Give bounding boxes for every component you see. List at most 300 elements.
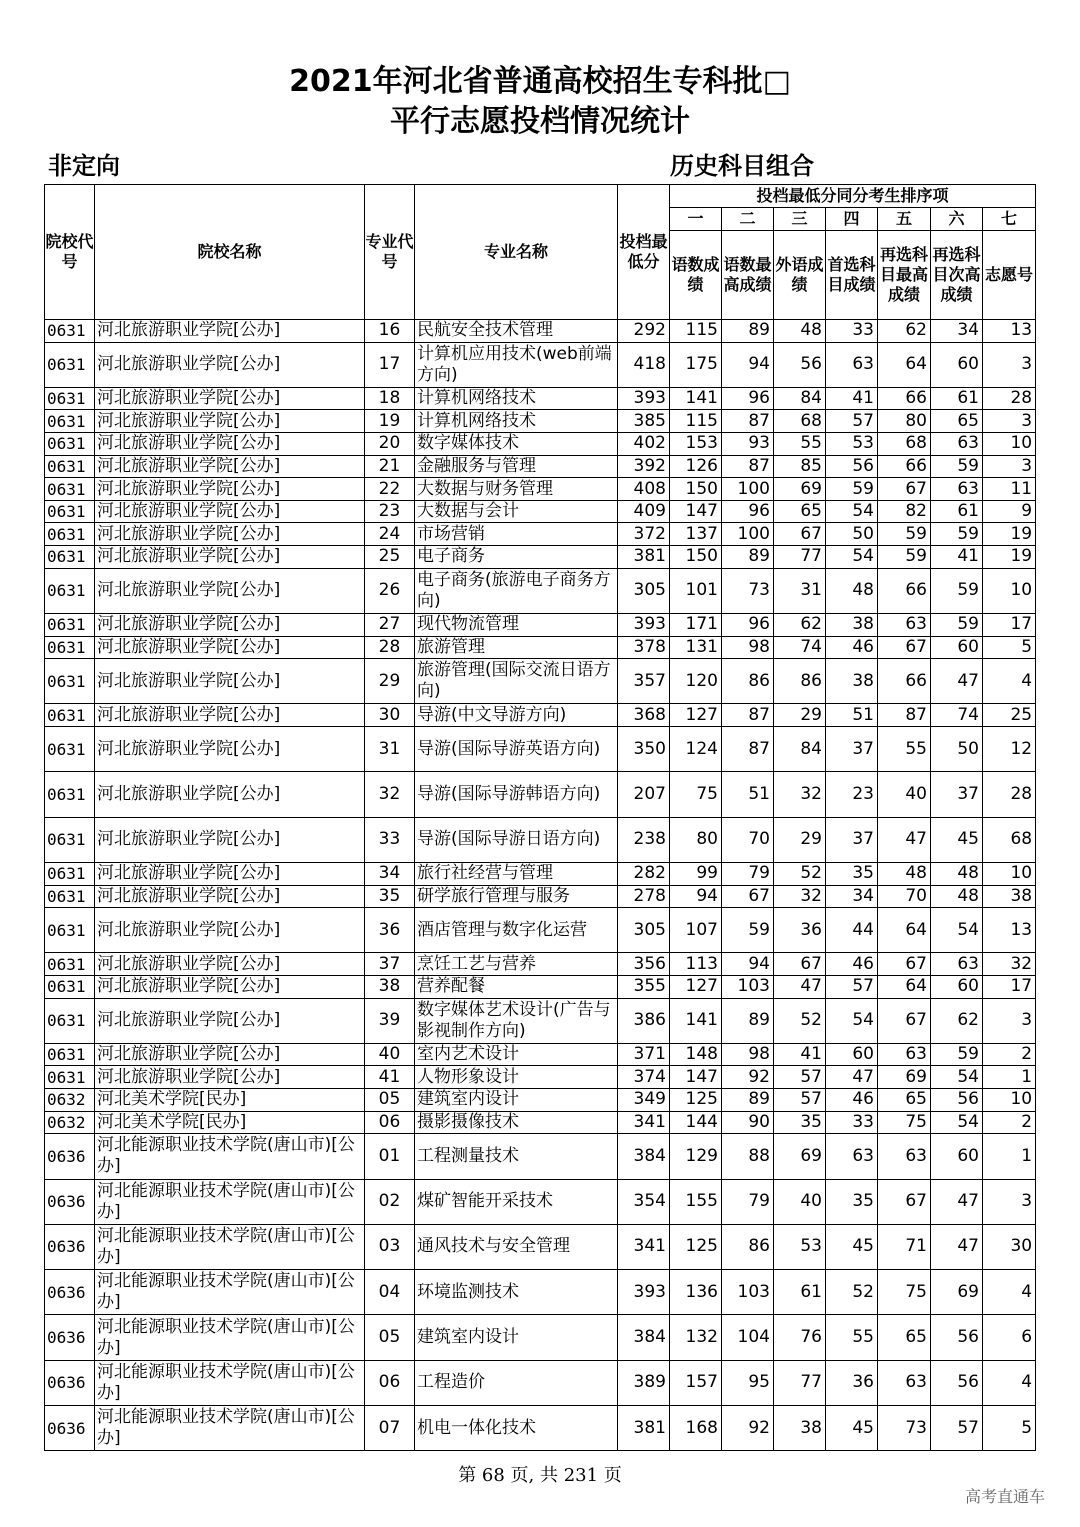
cell-major-name: 煤矿智能开采技术 bbox=[415, 1179, 618, 1224]
page-number: 第 68 页, 共 231 页 bbox=[458, 1465, 622, 1486]
cell-rank-1: 107 bbox=[670, 908, 722, 953]
cell-rank-4: 38 bbox=[826, 613, 878, 636]
cell-rank-3: 32 bbox=[774, 772, 826, 817]
header-rank-number: 五 bbox=[878, 208, 931, 231]
cell-rank-2: 92 bbox=[722, 1066, 774, 1089]
cell-rank-6: 41 bbox=[931, 546, 983, 569]
cell-rank-1: 141 bbox=[670, 998, 722, 1043]
table-row bbox=[45, 1043, 1036, 1066]
cell-rank-1: 175 bbox=[670, 342, 722, 387]
table-row bbox=[45, 817, 1036, 862]
cell-major-name: 人物形象设计 bbox=[415, 1066, 618, 1089]
cell-rank-2: 86 bbox=[722, 1224, 774, 1269]
cell-major-code: 25 bbox=[365, 546, 415, 569]
cell-rank-2: 95 bbox=[722, 1360, 774, 1405]
cell-rank-6: 59 bbox=[931, 613, 983, 636]
cell-rank-4: 51 bbox=[826, 704, 878, 727]
cell-school-name: 河北旅游职业学院[公办] bbox=[95, 953, 365, 976]
cell-major-name: 环境监测技术 bbox=[415, 1270, 618, 1315]
cell-rank-5: 55 bbox=[878, 727, 931, 772]
cell-min-score: 384 bbox=[618, 1134, 670, 1179]
cell-rank-5: 67 bbox=[878, 1179, 931, 1224]
cell-rank-5: 63 bbox=[878, 613, 931, 636]
cell-rank-1: 155 bbox=[670, 1179, 722, 1224]
cell-major-code: 03 bbox=[365, 1224, 415, 1269]
cell-rank-3: 56 bbox=[774, 342, 826, 387]
cell-major-code: 32 bbox=[365, 772, 415, 817]
cell-rank-5: 62 bbox=[878, 320, 931, 343]
cell-major-code: 23 bbox=[365, 500, 415, 523]
cell-rank-6: 61 bbox=[931, 500, 983, 523]
cell-school-code: 0636 bbox=[45, 1224, 95, 1269]
table-row bbox=[45, 885, 1036, 908]
cell-school-code: 0631 bbox=[45, 659, 95, 704]
cell-school-code: 0631 bbox=[45, 342, 95, 387]
header-rank-number: 一 bbox=[670, 208, 722, 231]
cell-rank-2: 103 bbox=[722, 975, 774, 998]
cell-rank-6: 63 bbox=[931, 478, 983, 501]
table-row bbox=[45, 1089, 1036, 1112]
cell-min-score: 282 bbox=[618, 862, 670, 885]
cell-rank-2: 70 bbox=[722, 817, 774, 862]
cell-rank-2: 89 bbox=[722, 320, 774, 343]
cell-rank-4: 50 bbox=[826, 523, 878, 546]
cell-rank-6: 47 bbox=[931, 659, 983, 704]
cell-rank-1: 168 bbox=[670, 1406, 722, 1451]
cell-major-name: 烹饪工艺与营养 bbox=[415, 953, 618, 976]
cell-rank-5: 71 bbox=[878, 1224, 931, 1269]
cell-major-code: 16 bbox=[365, 320, 415, 343]
cell-major-name: 工程测量技术 bbox=[415, 1134, 618, 1179]
cell-major-name: 通风技术与安全管理 bbox=[415, 1224, 618, 1269]
cell-rank-3: 86 bbox=[774, 659, 826, 704]
cell-rank-7: 10 bbox=[983, 568, 1036, 613]
cell-rank-4: 36 bbox=[826, 1360, 878, 1405]
cell-school-code: 0631 bbox=[45, 727, 95, 772]
cell-rank-2: 96 bbox=[722, 613, 774, 636]
cell-rank-7: 25 bbox=[983, 704, 1036, 727]
cell-rank-4: 34 bbox=[826, 885, 878, 908]
cell-major-code: 34 bbox=[365, 862, 415, 885]
table-row bbox=[45, 523, 1036, 546]
cell-rank-6: 63 bbox=[931, 433, 983, 456]
cell-rank-3: 32 bbox=[774, 885, 826, 908]
table-row bbox=[45, 1360, 1036, 1405]
cell-school-name: 河北美术学院[民办] bbox=[95, 1111, 365, 1134]
cell-rank-1: 148 bbox=[670, 1043, 722, 1066]
cell-min-score: 381 bbox=[618, 1406, 670, 1451]
cell-rank-1: 125 bbox=[670, 1224, 722, 1269]
cell-rank-3: 35 bbox=[774, 1111, 826, 1134]
cell-school-code: 0631 bbox=[45, 320, 95, 343]
cell-school-code: 0631 bbox=[45, 1066, 95, 1089]
cell-major-code: 02 bbox=[365, 1179, 415, 1224]
table-row bbox=[45, 1066, 1036, 1089]
cell-min-score: 207 bbox=[618, 772, 670, 817]
cell-major-code: 39 bbox=[365, 998, 415, 1043]
cell-rank-4: 33 bbox=[826, 320, 878, 343]
cell-rank-7: 10 bbox=[983, 1089, 1036, 1112]
cell-rank-3: 48 bbox=[774, 320, 826, 343]
cell-min-score: 418 bbox=[618, 342, 670, 387]
cell-major-code: 30 bbox=[365, 704, 415, 727]
cell-rank-3: 36 bbox=[774, 908, 826, 953]
cell-rank-4: 33 bbox=[826, 1111, 878, 1134]
cell-rank-7: 19 bbox=[983, 523, 1036, 546]
cell-school-name: 河北旅游职业学院[公办] bbox=[95, 817, 365, 862]
cell-rank-2: 93 bbox=[722, 433, 774, 456]
cell-major-name: 数字媒体艺术设计(广告与影视制作方向) bbox=[415, 998, 618, 1043]
cell-rank-2: 98 bbox=[722, 636, 774, 659]
header-rank-item: 语数最高成绩 bbox=[722, 231, 774, 320]
cell-rank-5: 63 bbox=[878, 1043, 931, 1066]
cell-school-name: 河北旅游职业学院[公办] bbox=[95, 862, 365, 885]
cell-rank-4: 63 bbox=[826, 342, 878, 387]
cell-school-name: 河北能源职业技术学院(唐山市)[公办] bbox=[95, 1134, 365, 1179]
cell-rank-6: 59 bbox=[931, 568, 983, 613]
cell-min-score: 389 bbox=[618, 1360, 670, 1405]
cell-min-score: 305 bbox=[618, 908, 670, 953]
cell-rank-5: 63 bbox=[878, 1134, 931, 1179]
cell-rank-5: 48 bbox=[878, 862, 931, 885]
cell-rank-5: 47 bbox=[878, 817, 931, 862]
cell-major-code: 37 bbox=[365, 953, 415, 976]
cell-rank-7: 17 bbox=[983, 613, 1036, 636]
cell-rank-5: 66 bbox=[878, 455, 931, 478]
cell-rank-5: 69 bbox=[878, 1066, 931, 1089]
cell-major-code: 31 bbox=[365, 727, 415, 772]
cell-rank-2: 104 bbox=[722, 1315, 774, 1360]
cell-rank-3: 57 bbox=[774, 1089, 826, 1112]
cell-rank-5: 59 bbox=[878, 546, 931, 569]
cell-rank-3: 52 bbox=[774, 862, 826, 885]
cell-major-code: 26 bbox=[365, 568, 415, 613]
cell-school-name: 河北能源职业技术学院(唐山市)[公办] bbox=[95, 1224, 365, 1269]
cell-school-code: 0631 bbox=[45, 1043, 95, 1066]
cell-min-score: 393 bbox=[618, 387, 670, 410]
table-row bbox=[45, 953, 1036, 976]
cell-major-name: 研学旅行管理与服务 bbox=[415, 885, 618, 908]
cell-rank-2: 87 bbox=[722, 410, 774, 433]
cell-major-name: 电子商务 bbox=[415, 546, 618, 569]
cell-major-name: 现代物流管理 bbox=[415, 613, 618, 636]
cell-school-code: 0631 bbox=[45, 500, 95, 523]
cell-school-code: 0636 bbox=[45, 1315, 95, 1360]
table-row bbox=[45, 342, 1036, 387]
cell-min-score: 384 bbox=[618, 1315, 670, 1360]
cell-school-name: 河北能源职业技术学院(唐山市)[公办] bbox=[95, 1315, 365, 1360]
cell-major-code: 17 bbox=[365, 342, 415, 387]
cell-rank-4: 57 bbox=[826, 410, 878, 433]
cell-rank-4: 45 bbox=[826, 1406, 878, 1451]
cell-rank-2: 92 bbox=[722, 1406, 774, 1451]
cell-rank-3: 85 bbox=[774, 455, 826, 478]
table-row bbox=[45, 975, 1036, 998]
table-body bbox=[45, 320, 1036, 1451]
cell-major-code: 29 bbox=[365, 659, 415, 704]
cell-rank-2: 89 bbox=[722, 546, 774, 569]
cell-rank-4: 44 bbox=[826, 908, 878, 953]
cell-rank-7: 3 bbox=[983, 998, 1036, 1043]
cell-min-score: 372 bbox=[618, 523, 670, 546]
header-rank-item: 外语成绩 bbox=[774, 231, 826, 320]
cell-rank-1: 137 bbox=[670, 523, 722, 546]
cell-school-name: 河北能源职业技术学院(唐山市)[公办] bbox=[95, 1270, 365, 1315]
cell-major-name: 计算机网络技术 bbox=[415, 410, 618, 433]
cell-major-name: 大数据与财务管理 bbox=[415, 478, 618, 501]
header-rank-item: 语数成绩 bbox=[670, 231, 722, 320]
cell-rank-1: 120 bbox=[670, 659, 722, 704]
cell-rank-2: 67 bbox=[722, 885, 774, 908]
header-rank-item: 再选科目次高成绩 bbox=[931, 231, 983, 320]
cell-rank-1: 124 bbox=[670, 727, 722, 772]
cell-rank-3: 29 bbox=[774, 817, 826, 862]
cell-rank-3: 69 bbox=[774, 478, 826, 501]
table-row bbox=[45, 478, 1036, 501]
header-rank-item: 志愿号 bbox=[983, 231, 1036, 320]
cell-min-score: 402 bbox=[618, 433, 670, 456]
cell-rank-2: 94 bbox=[722, 342, 774, 387]
table-row bbox=[45, 1134, 1036, 1179]
cell-rank-3: 40 bbox=[774, 1179, 826, 1224]
table-row bbox=[45, 659, 1036, 704]
cell-rank-7: 2 bbox=[983, 1043, 1036, 1066]
header-major-code: 专业代号 bbox=[365, 185, 415, 320]
cell-school-name: 河北旅游职业学院[公办] bbox=[95, 433, 365, 456]
cell-school-name: 河北能源职业技术学院(唐山市)[公办] bbox=[95, 1179, 365, 1224]
cell-rank-7: 3 bbox=[983, 342, 1036, 387]
cell-rank-6: 74 bbox=[931, 704, 983, 727]
cell-rank-3: 52 bbox=[774, 998, 826, 1043]
table-row bbox=[45, 500, 1036, 523]
cell-rank-6: 60 bbox=[931, 636, 983, 659]
cell-rank-7: 17 bbox=[983, 975, 1036, 998]
cell-school-name: 河北旅游职业学院[公办] bbox=[95, 908, 365, 953]
cell-rank-2: 89 bbox=[722, 998, 774, 1043]
cell-major-name: 计算机应用技术(web前端方向) bbox=[415, 342, 618, 387]
cell-rank-1: 113 bbox=[670, 953, 722, 976]
cell-min-score: 356 bbox=[618, 953, 670, 976]
cell-school-name: 河北旅游职业学院[公办] bbox=[95, 342, 365, 387]
cell-rank-3: 29 bbox=[774, 704, 826, 727]
cell-rank-1: 147 bbox=[670, 500, 722, 523]
cell-rank-5: 66 bbox=[878, 659, 931, 704]
cell-school-code: 0631 bbox=[45, 704, 95, 727]
cell-school-code: 0632 bbox=[45, 1089, 95, 1112]
cell-rank-3: 84 bbox=[774, 727, 826, 772]
cell-rank-4: 35 bbox=[826, 1179, 878, 1224]
page-title-line2: 平行志愿投档情况统计 bbox=[390, 104, 690, 139]
cell-rank-6: 54 bbox=[931, 908, 983, 953]
cell-rank-5: 65 bbox=[878, 1089, 931, 1112]
cell-major-code: 24 bbox=[365, 523, 415, 546]
cell-major-code: 07 bbox=[365, 1406, 415, 1451]
header-rank-number: 三 bbox=[774, 208, 826, 231]
cell-rank-2: 94 bbox=[722, 953, 774, 976]
cell-school-code: 0632 bbox=[45, 1111, 95, 1134]
cell-rank-1: 115 bbox=[670, 320, 722, 343]
cell-school-code: 0631 bbox=[45, 523, 95, 546]
cell-rank-7: 13 bbox=[983, 908, 1036, 953]
cell-rank-5: 64 bbox=[878, 342, 931, 387]
cell-rank-7: 32 bbox=[983, 953, 1036, 976]
cell-school-code: 0631 bbox=[45, 568, 95, 613]
cell-rank-4: 46 bbox=[826, 953, 878, 976]
cell-rank-2: 87 bbox=[722, 704, 774, 727]
cell-major-name: 导游(国际导游韩语方向) bbox=[415, 772, 618, 817]
cell-school-name: 河北旅游职业学院[公办] bbox=[95, 659, 365, 704]
cell-major-name: 数字媒体技术 bbox=[415, 433, 618, 456]
cell-rank-3: 62 bbox=[774, 613, 826, 636]
table-row bbox=[45, 546, 1036, 569]
category-label: 非定向 bbox=[48, 152, 120, 180]
cell-rank-3: 69 bbox=[774, 1134, 826, 1179]
cell-school-name: 河北旅游职业学院[公办] bbox=[95, 478, 365, 501]
cell-major-name: 导游(国际导游英语方向) bbox=[415, 727, 618, 772]
table-header bbox=[45, 185, 1036, 320]
cell-school-code: 0631 bbox=[45, 387, 95, 410]
cell-rank-7: 4 bbox=[983, 659, 1036, 704]
cell-major-name: 旅行社经营与管理 bbox=[415, 862, 618, 885]
cell-rank-6: 59 bbox=[931, 523, 983, 546]
cell-school-name: 河北旅游职业学院[公办] bbox=[95, 727, 365, 772]
cell-rank-1: 153 bbox=[670, 433, 722, 456]
cell-rank-4: 37 bbox=[826, 817, 878, 862]
cell-rank-5: 66 bbox=[878, 387, 931, 410]
cell-rank-5: 66 bbox=[878, 568, 931, 613]
cell-rank-6: 54 bbox=[931, 1066, 983, 1089]
cell-school-code: 0631 bbox=[45, 885, 95, 908]
cell-rank-5: 64 bbox=[878, 975, 931, 998]
cell-rank-4: 54 bbox=[826, 500, 878, 523]
header-rank-number: 六 bbox=[931, 208, 983, 231]
cell-rank-3: 61 bbox=[774, 1270, 826, 1315]
cell-major-name: 酒店管理与数字化运营 bbox=[415, 908, 618, 953]
cell-major-code: 05 bbox=[365, 1315, 415, 1360]
cell-rank-2: 59 bbox=[722, 908, 774, 953]
cell-school-code: 0636 bbox=[45, 1406, 95, 1451]
header-school-code: 院校代号 bbox=[45, 185, 95, 320]
cell-rank-1: 157 bbox=[670, 1360, 722, 1405]
cell-min-score: 355 bbox=[618, 975, 670, 998]
cell-rank-6: 63 bbox=[931, 953, 983, 976]
header-rank-number: 二 bbox=[722, 208, 774, 231]
cell-school-name: 河北旅游职业学院[公办] bbox=[95, 613, 365, 636]
cell-school-code: 0631 bbox=[45, 975, 95, 998]
cell-rank-5: 87 bbox=[878, 704, 931, 727]
cell-rank-1: 150 bbox=[670, 478, 722, 501]
cell-school-code: 0631 bbox=[45, 636, 95, 659]
cell-major-name: 导游(国际导游日语方向) bbox=[415, 817, 618, 862]
table-row bbox=[45, 704, 1036, 727]
cell-major-code: 36 bbox=[365, 908, 415, 953]
cell-rank-1: 75 bbox=[670, 772, 722, 817]
cell-rank-7: 4 bbox=[983, 1360, 1036, 1405]
cell-min-score: 357 bbox=[618, 659, 670, 704]
cell-school-code: 0631 bbox=[45, 953, 95, 976]
cell-min-score: 409 bbox=[618, 500, 670, 523]
table-row bbox=[45, 1270, 1036, 1315]
header-rank-group: 投档最低分同分考生排序项 bbox=[670, 185, 1036, 208]
cell-rank-2: 86 bbox=[722, 659, 774, 704]
cell-rank-5: 82 bbox=[878, 500, 931, 523]
cell-rank-3: 57 bbox=[774, 1066, 826, 1089]
cell-school-name: 河北旅游职业学院[公办] bbox=[95, 975, 365, 998]
cell-rank-6: 69 bbox=[931, 1270, 983, 1315]
cell-rank-5: 67 bbox=[878, 478, 931, 501]
cell-rank-4: 55 bbox=[826, 1315, 878, 1360]
cell-rank-5: 80 bbox=[878, 410, 931, 433]
cell-major-name: 民航安全技术管理 bbox=[415, 320, 618, 343]
cell-rank-4: 48 bbox=[826, 568, 878, 613]
cell-rank-1: 132 bbox=[670, 1315, 722, 1360]
cell-min-score: 381 bbox=[618, 546, 670, 569]
cell-rank-6: 56 bbox=[931, 1360, 983, 1405]
cell-rank-1: 126 bbox=[670, 455, 722, 478]
table-row bbox=[45, 568, 1036, 613]
cell-school-code: 0631 bbox=[45, 613, 95, 636]
cell-rank-5: 75 bbox=[878, 1111, 931, 1134]
cell-min-score: 292 bbox=[618, 320, 670, 343]
cell-rank-1: 115 bbox=[670, 410, 722, 433]
cell-min-score: 393 bbox=[618, 613, 670, 636]
cell-rank-5: 63 bbox=[878, 1360, 931, 1405]
cell-rank-2: 73 bbox=[722, 568, 774, 613]
cell-rank-3: 41 bbox=[774, 1043, 826, 1066]
cell-rank-4: 23 bbox=[826, 772, 878, 817]
cell-rank-4: 46 bbox=[826, 636, 878, 659]
cell-rank-7: 1 bbox=[983, 1066, 1036, 1089]
cell-rank-7: 30 bbox=[983, 1224, 1036, 1269]
cell-rank-5: 59 bbox=[878, 523, 931, 546]
cell-school-code: 0631 bbox=[45, 998, 95, 1043]
cell-rank-6: 45 bbox=[931, 817, 983, 862]
cell-school-name: 河北能源职业技术学院(唐山市)[公办] bbox=[95, 1360, 365, 1405]
cell-rank-4: 45 bbox=[826, 1224, 878, 1269]
cell-rank-5: 68 bbox=[878, 433, 931, 456]
cell-school-name: 河北旅游职业学院[公办] bbox=[95, 568, 365, 613]
table-row bbox=[45, 387, 1036, 410]
cell-rank-6: 50 bbox=[931, 727, 983, 772]
cell-major-code: 18 bbox=[365, 387, 415, 410]
cell-rank-4: 41 bbox=[826, 387, 878, 410]
cell-rank-6: 56 bbox=[931, 1315, 983, 1360]
cell-min-score: 278 bbox=[618, 885, 670, 908]
cell-rank-7: 13 bbox=[983, 320, 1036, 343]
cell-major-name: 大数据与会计 bbox=[415, 500, 618, 523]
cell-min-score: 305 bbox=[618, 568, 670, 613]
cell-rank-5: 40 bbox=[878, 772, 931, 817]
table-row bbox=[45, 410, 1036, 433]
table-row bbox=[45, 1315, 1036, 1360]
cell-major-code: 06 bbox=[365, 1360, 415, 1405]
cell-rank-5: 65 bbox=[878, 1315, 931, 1360]
cell-rank-7: 28 bbox=[983, 387, 1036, 410]
cell-rank-2: 79 bbox=[722, 1179, 774, 1224]
cell-min-score: 408 bbox=[618, 478, 670, 501]
header-min-score: 投档最低分 bbox=[618, 185, 670, 320]
cell-school-code: 0631 bbox=[45, 455, 95, 478]
cell-min-score: 392 bbox=[618, 455, 670, 478]
cell-min-score: 378 bbox=[618, 636, 670, 659]
cell-rank-7: 10 bbox=[983, 862, 1036, 885]
cell-major-code: 20 bbox=[365, 433, 415, 456]
cell-rank-2: 88 bbox=[722, 1134, 774, 1179]
cell-school-code: 0631 bbox=[45, 478, 95, 501]
cell-school-name: 河北旅游职业学院[公办] bbox=[95, 500, 365, 523]
cell-rank-5: 67 bbox=[878, 998, 931, 1043]
cell-major-code: 19 bbox=[365, 410, 415, 433]
